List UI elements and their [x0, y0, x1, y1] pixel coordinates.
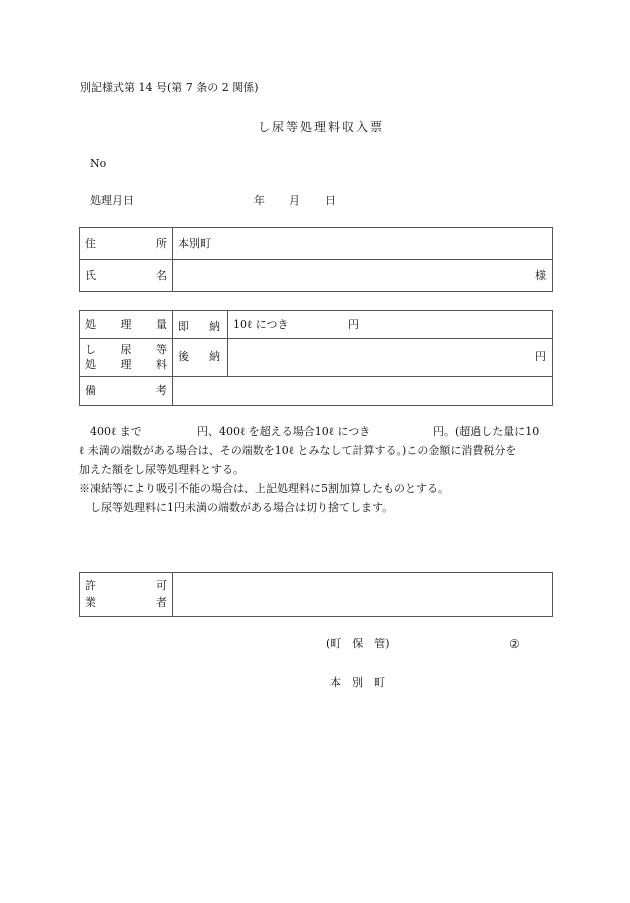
license-label-line-2-chars: 業者: [85, 596, 167, 609]
number-label: No: [90, 157, 107, 170]
name-label: [85, 269, 167, 283]
note-line-2: ℓ 未満の端数がある場合は、その端数を10ℓ とみなして計算する。)この金額に消費税分を: [79, 444, 517, 457]
license-table-column-divider: [172, 572, 173, 617]
name-honorific: 様: [535, 269, 546, 282]
note-line-1b: 円、400ℓ を超える場合10ℓ につき: [197, 425, 371, 438]
note-line-5: し尿等処理料に1円未満の端数がある場合は切り捨てします。: [90, 501, 394, 514]
fee-table-divider-1: [79, 338, 553, 339]
fee-label-line-2-chars: 処理料: [85, 358, 167, 371]
document-title: し尿等処理料収入票: [258, 120, 385, 134]
form-reference: 別記様式第 14 号(第 7 条の 2 関係): [80, 81, 259, 94]
fee-table-divider-2: [79, 376, 553, 377]
year-label: 年: [254, 194, 265, 207]
fee-yen: 円: [535, 350, 546, 363]
name-label-chars: 氏名: [85, 269, 167, 282]
deferred-payment-chars: 後納: [178, 350, 220, 363]
circled-number: ②: [509, 637, 520, 651]
remarks-label-chars: 備考: [85, 384, 167, 397]
custody-note: (町 保 管): [326, 637, 390, 650]
customer-table-column-divider: [172, 227, 173, 292]
town-name: 本 別 町: [330, 676, 385, 689]
immediate-payment-chars: 即納: [178, 320, 220, 333]
address-label-text: [85, 237, 167, 251]
address-label: [85, 237, 167, 251]
note-line-1a: 400ℓ まで: [90, 425, 142, 438]
note-line-3: 加えた額をし尿等処理料とする。: [79, 463, 244, 476]
day-label: 日: [325, 194, 336, 207]
remarks-label: [85, 384, 167, 398]
note-line-4: ※凍結等により吸引不能の場合は、上記処理料に5割加算したものとする。: [79, 482, 449, 495]
customer-table-divider: [79, 259, 553, 260]
license-label-line-2: [85, 596, 167, 610]
fee-table-column-divider-1: [172, 310, 173, 406]
note-line-1c: 円。(超過した量に10: [433, 425, 540, 438]
quantity-label: [85, 318, 167, 332]
fee-label-line-2: [85, 358, 167, 372]
fee-table-column-divider-2: [227, 310, 228, 376]
license-label-line-1-chars: 許可: [85, 579, 167, 592]
month-label: 月: [289, 194, 300, 207]
license-label-line-1: [85, 579, 167, 593]
rate-text: 10ℓ につき: [233, 318, 289, 331]
address-value: 本別町: [178, 237, 211, 250]
deferred-payment-label: [178, 350, 220, 364]
fee-label-line-1: [85, 343, 167, 357]
quantity-label-chars: 処理量: [85, 318, 167, 331]
address-label-chars: 住所: [85, 237, 167, 250]
fee-label-line-1-chars: し尿等: [85, 343, 167, 356]
immediate-payment-label: [178, 320, 220, 334]
date-label: 処理月日: [90, 194, 134, 207]
rate-yen: 円: [348, 318, 359, 331]
